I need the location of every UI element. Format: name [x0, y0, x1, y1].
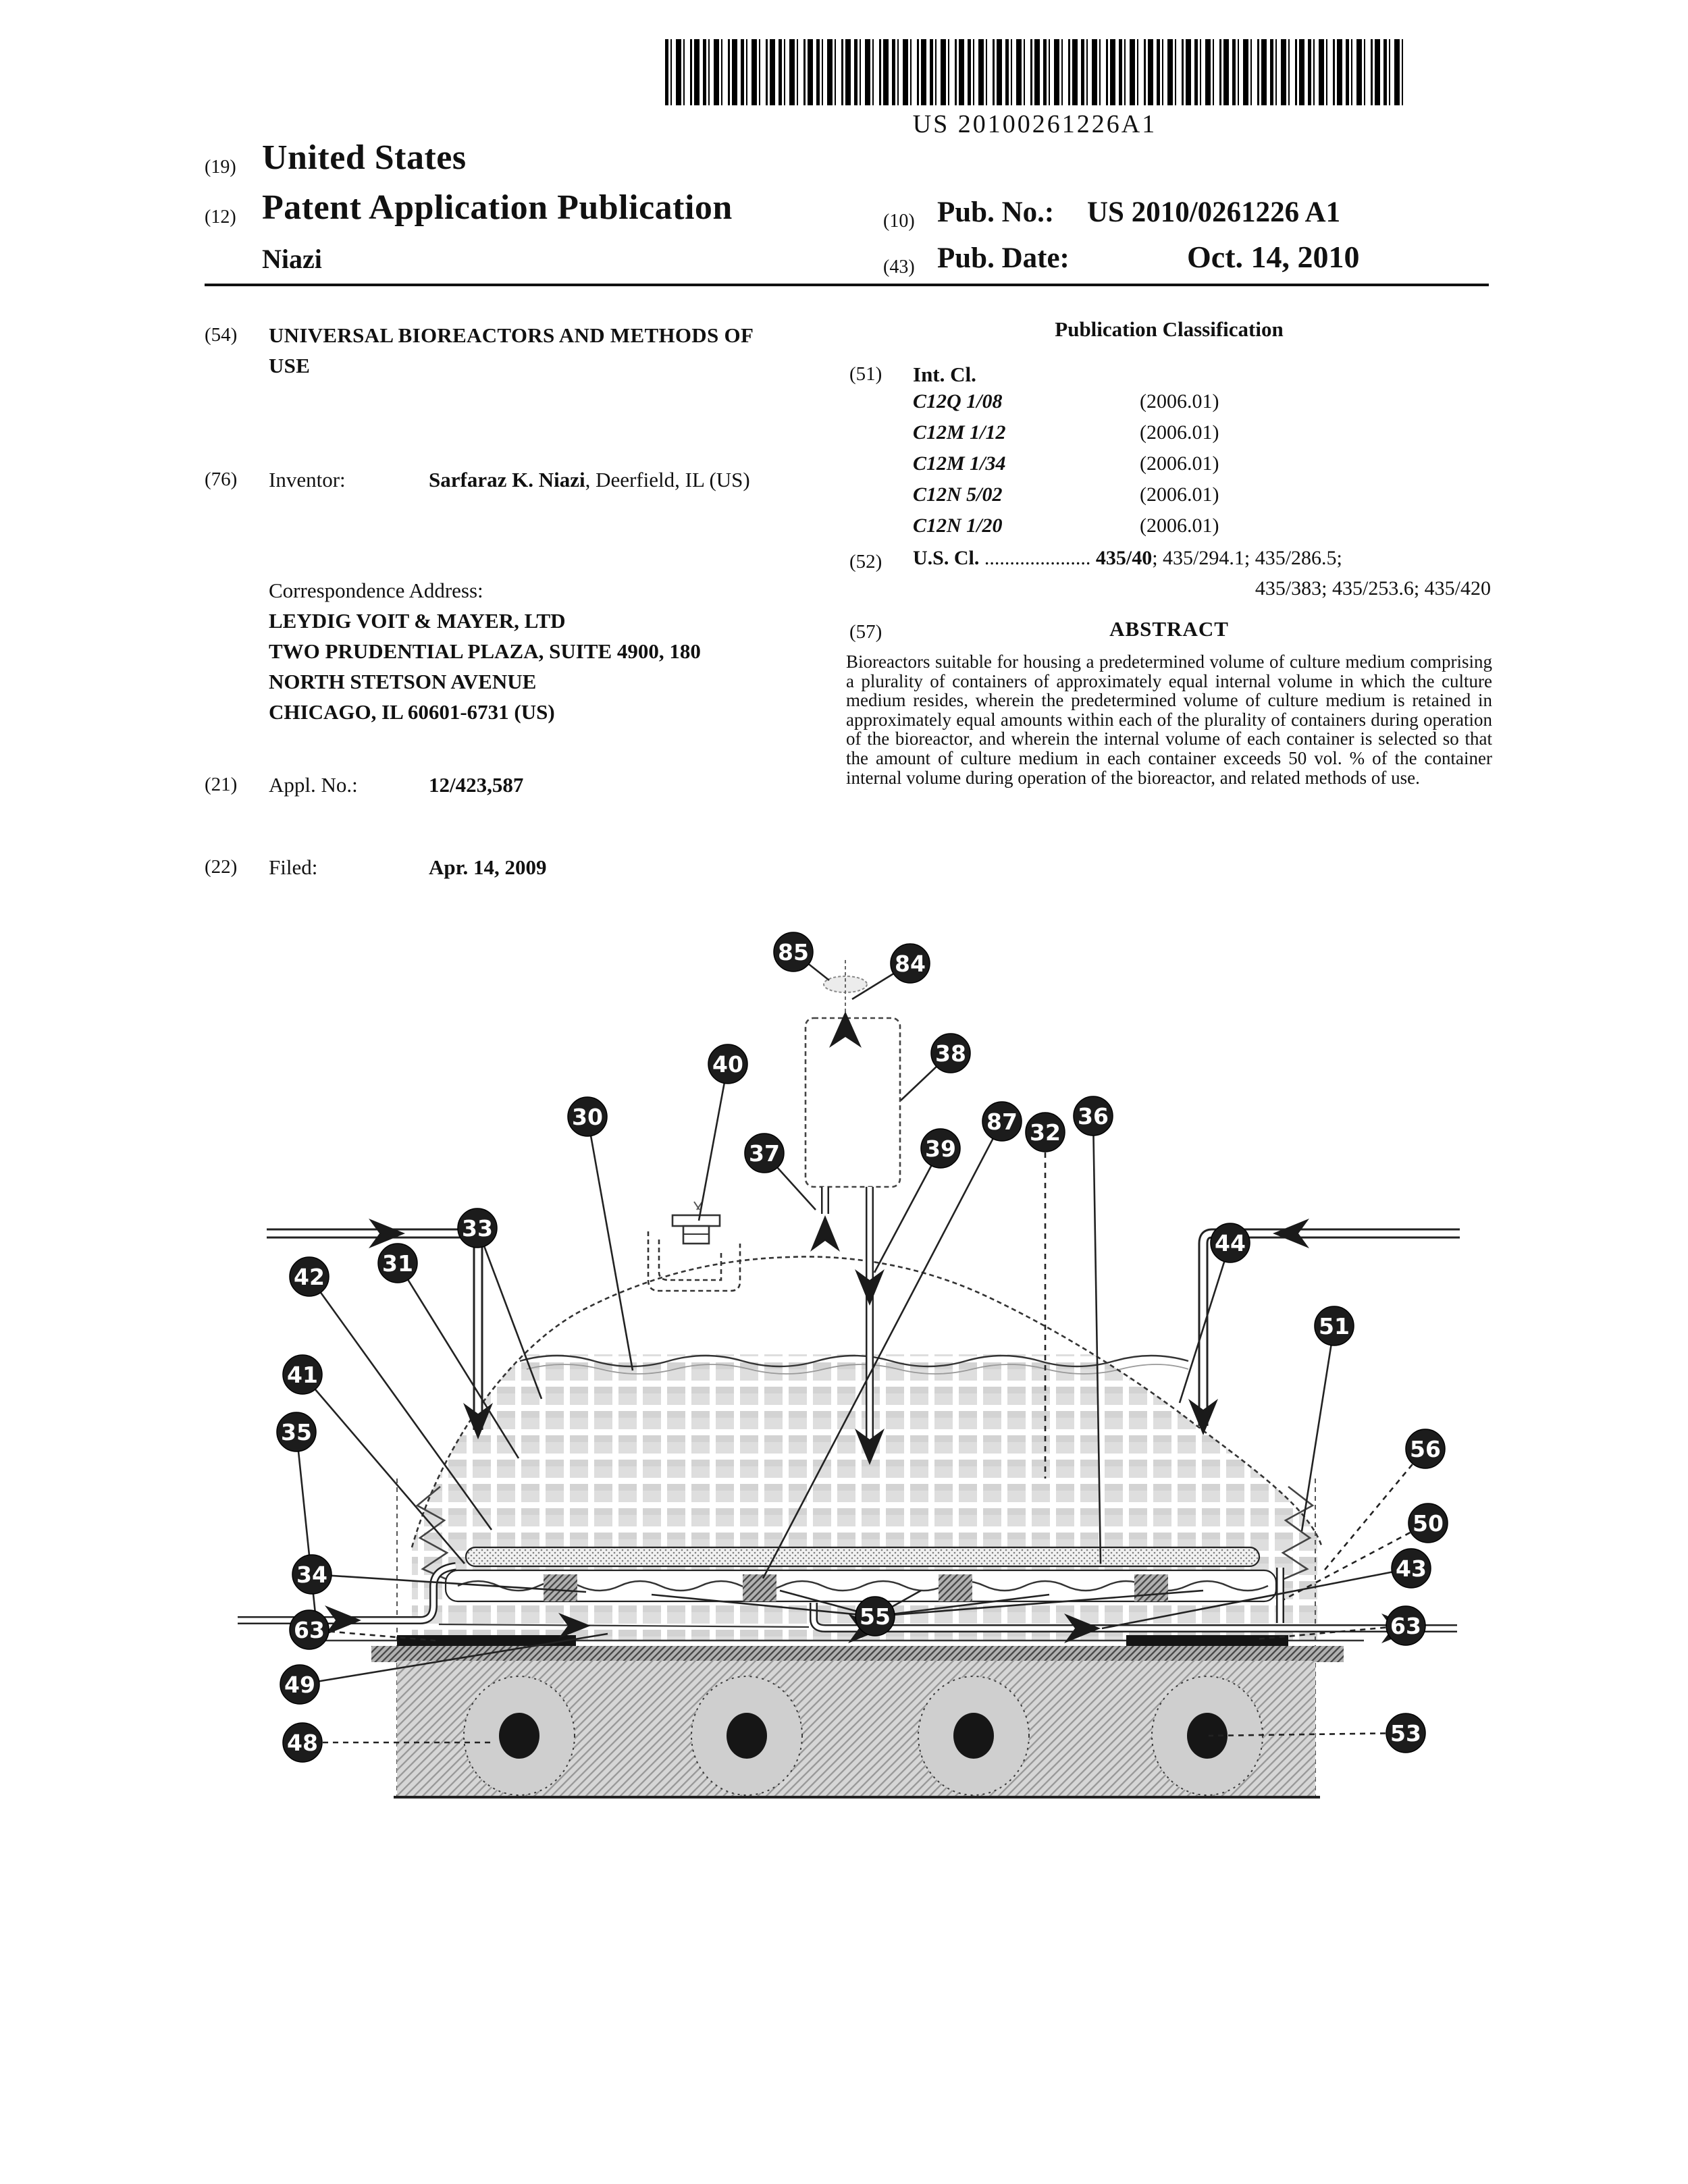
callout-42	[290, 1257, 329, 1296]
field-57: (57)	[849, 621, 882, 643]
kind-code-19: (19)	[205, 157, 236, 178]
pub-date-value: Oct. 14, 2010	[1187, 240, 1360, 274]
kind-code-10: (10)	[883, 211, 915, 232]
svg-text:44: 44	[1215, 1230, 1246, 1256]
roller-4	[1152, 1676, 1263, 1795]
callout-63	[1386, 1606, 1425, 1645]
svg-text:32: 32	[1030, 1119, 1061, 1146]
intcl-label: Int. Cl.	[913, 363, 976, 386]
correspondence-line: NORTH STETSON AVENUE	[269, 670, 537, 693]
svg-text:56: 56	[1410, 1436, 1441, 1462]
leader-line-41	[302, 1375, 465, 1564]
svg-text:42: 42	[294, 1264, 325, 1290]
roller-hub	[953, 1713, 994, 1759]
support-pad-right	[1126, 1635, 1288, 1646]
svg-text:31: 31	[382, 1250, 413, 1277]
callout-30	[568, 1097, 607, 1136]
field-21: (21)	[205, 774, 238, 795]
svg-text:63: 63	[1390, 1613, 1421, 1639]
svg-text:85: 85	[778, 939, 809, 965]
callout-31	[378, 1244, 417, 1283]
svg-text:37: 37	[749, 1140, 780, 1167]
callout-39	[921, 1129, 960, 1168]
intcl-code: C12M 1/12	[913, 421, 1006, 444]
channel-baffle	[939, 1574, 972, 1601]
leader-line-40	[699, 1064, 728, 1221]
intcl-code: C12N 5/02	[913, 483, 1003, 506]
callout-32	[1026, 1113, 1065, 1152]
abstract-heading: ABSTRACT	[1109, 617, 1229, 641]
svg-text:55: 55	[860, 1603, 891, 1630]
channel-baffle	[743, 1574, 776, 1601]
intcl-code: C12M 1/34	[913, 452, 1006, 475]
callout-56	[1406, 1429, 1445, 1468]
invention-title: UNIVERSAL BIOREACTORS AND METHODS OF USE	[269, 323, 754, 377]
callout-36	[1074, 1096, 1113, 1136]
field-22: (22)	[205, 856, 238, 878]
field-54: (54)	[205, 324, 238, 346]
classification-heading: Publication Classification	[1055, 317, 1284, 341]
flow-arrow-up-port	[810, 1215, 840, 1252]
callout-55	[855, 1597, 895, 1636]
inventor-surname: Niazi	[262, 244, 322, 274]
callout-51	[1315, 1306, 1354, 1346]
correspondence-label: Correspondence Address:	[269, 579, 483, 602]
document-type: Patent Application Publication	[262, 188, 733, 227]
uscl-rest: ; 435/294.1; 435/286.5;	[1152, 547, 1342, 569]
svg-text:84: 84	[895, 951, 926, 977]
inventor-label: Inventor:	[269, 468, 346, 491]
inventor-name: Sarfaraz K. Niazi	[429, 468, 585, 491]
callout-44	[1211, 1223, 1250, 1262]
vent-column	[806, 1018, 900, 1187]
svg-text:34: 34	[296, 1562, 327, 1588]
callout-40	[708, 1044, 747, 1084]
leader-line-51	[1302, 1326, 1334, 1531]
abstract-text: Bioreactors suitable for housing a predetermined volume of culture medium comprising a plurality of containers of approximately equal internal volume in which the culture medium resides, wherein the predetermined volume of culture medium is retained in approximately equal amounts within each of the plurality of containers during operation of the bioreactor, and wherein the internal volume of each container is selected so that the amount of culture medium in each container exceeds 50 vol. % of the container internal volume during operation of the bioreactor, and related methods of use.	[846, 651, 1492, 788]
roller-1	[464, 1676, 575, 1795]
uscl-line1	[913, 547, 1342, 570]
leader-line-31	[398, 1263, 519, 1458]
svg-text:30: 30	[572, 1104, 603, 1130]
leader-line-42	[309, 1277, 492, 1530]
svg-text:36: 36	[1078, 1103, 1109, 1129]
svg-text:33: 33	[462, 1215, 493, 1242]
uscl-dots: .....................	[984, 547, 1091, 569]
kind-code-12: (12)	[205, 207, 236, 228]
svg-text:35: 35	[281, 1419, 312, 1445]
roller-hub	[727, 1713, 767, 1759]
filed-label: Filed:	[269, 855, 318, 879]
callout-49	[280, 1665, 319, 1704]
svg-text:41: 41	[287, 1362, 318, 1388]
intcl-year: (2006.01)	[1140, 483, 1219, 506]
svg-text:49: 49	[284, 1672, 315, 1698]
pub-no-label: Pub. No.:	[937, 196, 1055, 228]
channel-baffle	[1134, 1574, 1168, 1601]
svg-text:39: 39	[925, 1136, 956, 1162]
callout-53	[1386, 1713, 1425, 1753]
callout-33	[458, 1208, 497, 1248]
inventor-rest: , Deerfield, IL (US)	[585, 468, 750, 491]
callout-63	[290, 1610, 329, 1649]
intcl-year: (2006.01)	[1140, 514, 1219, 537]
callout-87	[982, 1102, 1022, 1141]
roller-hub	[499, 1713, 539, 1759]
roller-2	[691, 1676, 802, 1795]
callout-34	[292, 1555, 332, 1594]
callout-50	[1408, 1503, 1448, 1543]
appl-no-label: Appl. No.:	[269, 773, 358, 797]
barcode	[665, 39, 1404, 105]
callout-84	[891, 944, 930, 983]
svg-text:50: 50	[1413, 1510, 1444, 1537]
svg-text:51: 51	[1319, 1313, 1350, 1339]
svg-text:63: 63	[294, 1617, 325, 1643]
uscl-line2: 435/383; 435/253.6; 435/420	[1255, 577, 1491, 600]
svg-text:40: 40	[712, 1051, 743, 1077]
callout-37	[745, 1134, 784, 1173]
screw-cap-fitting	[672, 1202, 720, 1244]
platform-bottom-line	[394, 1796, 1320, 1799]
roller-3	[918, 1676, 1029, 1795]
country: United States	[262, 138, 467, 177]
field-52: (52)	[849, 551, 882, 572]
inventor-value	[429, 464, 780, 495]
appl-no-value: 12/423,587	[429, 773, 524, 797]
field-51: (51)	[849, 363, 882, 385]
svg-text:43: 43	[1396, 1555, 1427, 1582]
correspondence-line: TWO PRUDENTIAL PLAZA, SUITE 4900, 180	[269, 639, 701, 663]
uscl-primary: 435/40	[1095, 547, 1153, 569]
intcl-code: C12Q 1/08	[913, 390, 1003, 412]
header-rule	[205, 284, 1489, 286]
support-pad-left	[397, 1635, 576, 1646]
uscl-label: U.S. Cl.	[913, 547, 980, 569]
channel-baffle	[544, 1574, 577, 1601]
intcl-year: (2006.01)	[1140, 390, 1219, 412]
barcode-number: US 20100261226A1	[912, 110, 1157, 138]
correspondence-line: CHICAGO, IL 60601-6731 (US)	[269, 700, 555, 724]
sparger-tube	[466, 1547, 1259, 1566]
svg-text:48: 48	[287, 1730, 318, 1756]
callout-48	[283, 1723, 322, 1762]
svg-text:38: 38	[935, 1040, 966, 1067]
kind-code-43: (43)	[883, 257, 915, 277]
callout-35	[277, 1412, 316, 1451]
filed-value: Apr. 14, 2009	[429, 855, 547, 879]
intcl-code: C12N 1/20	[913, 514, 1003, 537]
field-76: (76)	[205, 469, 238, 490]
correspondence-line: LEYDIG VOIT & MAYER, LTD	[269, 609, 566, 633]
pub-no-value: US 2010/0261226 A1	[1087, 196, 1341, 228]
intcl-year: (2006.01)	[1140, 421, 1219, 444]
intcl-year: (2006.01)	[1140, 452, 1219, 475]
svg-text:87: 87	[986, 1109, 1018, 1135]
callout-43	[1392, 1549, 1431, 1588]
svg-text:53: 53	[1390, 1720, 1421, 1747]
patent-figure	[203, 898, 1485, 1816]
callout-38	[931, 1034, 970, 1073]
pub-date-label: Pub. Date:	[937, 242, 1070, 274]
callout-85	[774, 932, 813, 971]
callout-41	[283, 1355, 322, 1394]
